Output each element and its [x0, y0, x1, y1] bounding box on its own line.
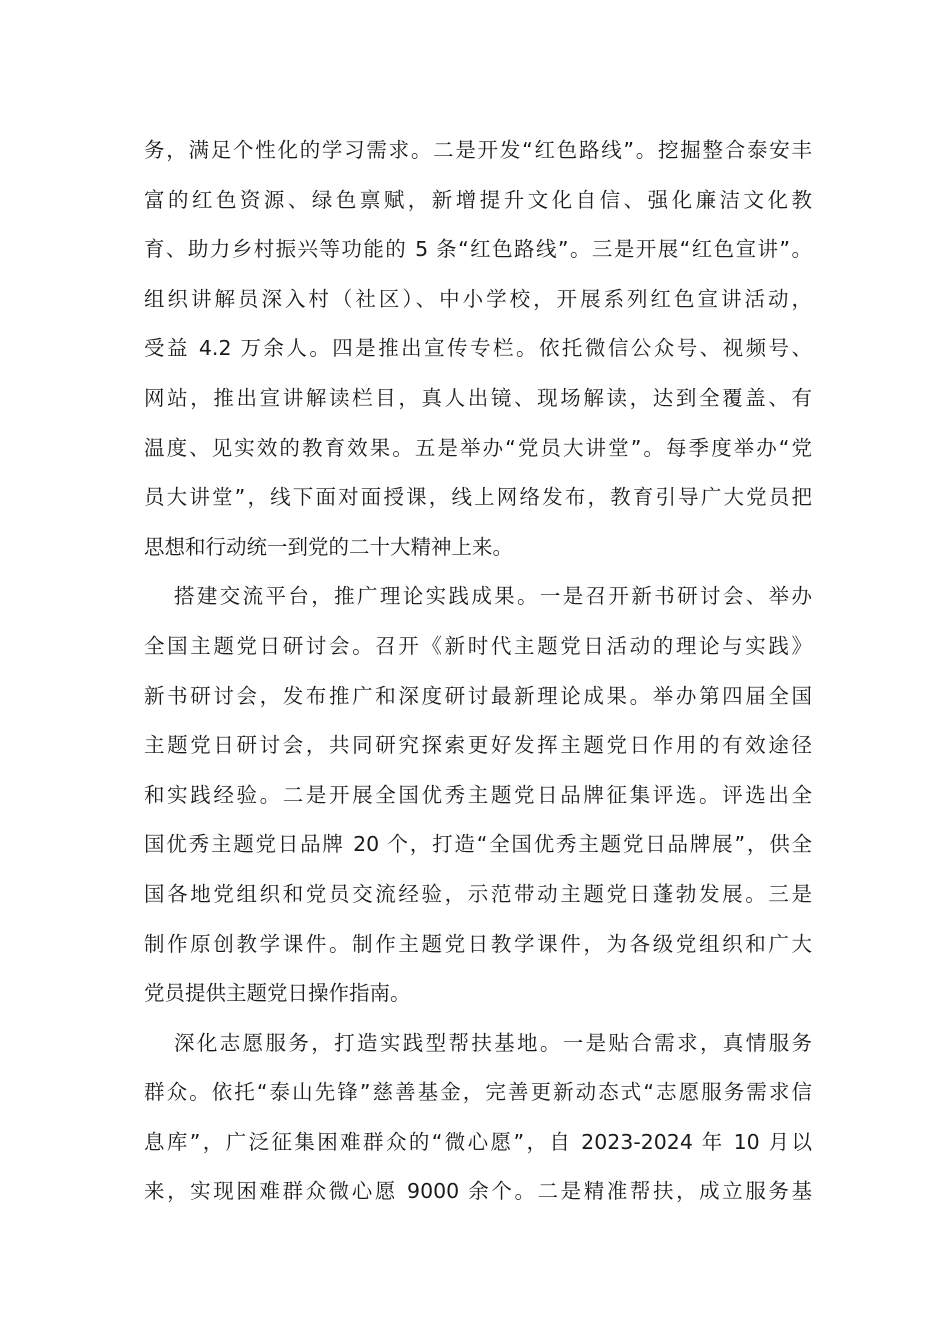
text-line: 育、助力乡村振兴等功能的 5 条“红色路线”。三是开展“红色宣讲”。 [144, 237, 812, 262]
text-line: 务，满足个性化的学习需求。二是开发“红色路线”。挖掘整合泰安丰 [144, 138, 812, 162]
text-line: 主题党日研讨会，共同研究探索更好发挥主题党日作用的有效途径 [144, 733, 812, 758]
text-line: 来，实现困难群众微心愿 9000 余个。二是精准帮扶，成立服务基 [144, 1179, 812, 1204]
text-line: 富的红色资源、绿色禀赋，新增提升文化自信、强化廉洁文化教 [144, 187, 812, 212]
paragraph-first-line: 深化志愿服务，打造实践型帮扶基地。一是贴合需求，真情服务 [174, 1030, 812, 1055]
text-line: 员大讲堂”，线下面对面授课，线上网络发布，教育引导广大党员把 [144, 485, 812, 510]
text-line: 温度、见实效的教育效果。五是举办“党员大讲堂”。每季度举办“党 [144, 435, 812, 460]
text-line: 党员提供主题党日操作指南。 [144, 981, 411, 1006]
paragraph-first-line: 搭建交流平台，推广理论实践成果。一是召开新书研讨会、举办 [174, 584, 812, 609]
text-line: 组织讲解员深入村（社区）、中小学校，开展系列红色宣讲活动， [144, 286, 812, 311]
text-line: 网站，推出宣讲解读栏目，真人出镜、现场解读，达到全覆盖、有 [144, 385, 812, 410]
document-body [144, 126, 812, 1217]
text-line: 息库”，广泛征集困难群众的“微心愿”，自 2023-2024 年 10 月以 [144, 1129, 812, 1154]
text-line: 受益 4.2 万余人。四是推出宣传专栏。依托微信公众号、视频号、 [144, 336, 812, 361]
text-line: 群众。依托“泰山先锋”慈善基金，完善更新动态式“志愿服务需求信 [144, 1080, 812, 1105]
text-line: 新书研讨会，发布推广和深度研讨最新理论成果。举办第四届全国 [144, 683, 812, 708]
text-line: 思想和行动统一到党的二十大精神上来。 [144, 534, 513, 559]
text-line: 国各地党组织和党员交流经验，示范带动主题党日蓬勃发展。三是 [144, 881, 812, 906]
text-line: 和实践经验。二是开展全国优秀主题党日品牌征集评选。评选出全 [144, 782, 812, 807]
text-line: 制作原创教学课件。制作主题党日教学课件，为各级党组织和广大 [144, 931, 812, 956]
text-line: 全国主题党日研讨会。召开《新时代主题党日活动的理论与实践》 [144, 633, 812, 658]
text-line: 国优秀主题党日品牌 20 个，打造“全国优秀主题党日品牌展”，供全 [144, 832, 812, 857]
